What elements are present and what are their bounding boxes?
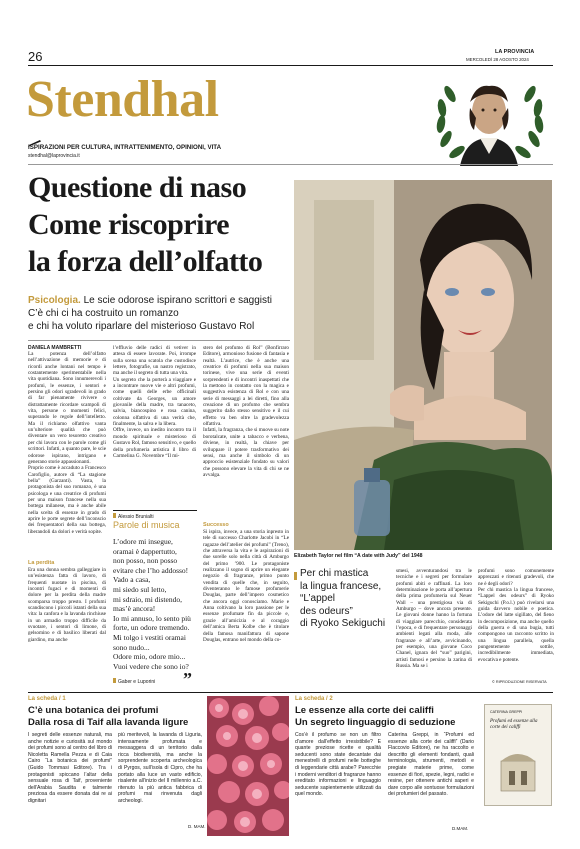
scheda-2-title-1: Le essenze alla corte dei califfi [295, 705, 434, 716]
lead-line-1: Le scie odorose ispirano scrittori e saggisti [83, 295, 273, 306]
issue-date: MERCOLEDÌ 28 AGOSTO 2024 [466, 57, 529, 62]
poem-title: Parole di musica [113, 520, 180, 530]
section-tagline: ISPIRAZIONI PER CULTURA, INTRATTENIMENTO, OPINIONI, VITA [28, 144, 222, 151]
book-author: CATERINA GREPPI [490, 710, 523, 714]
pen-icon [28, 134, 42, 142]
scheda-1-column-1: I segreti delle essenze naturali, ma anche notizie e curiosità sul mondo dei profumi sono al centro del libro di Nicoletta Ramella Pezza e di Caia Cairo “La botanica dei profumi” (Guido Tommasi Editore). Tra i protagonisti spiccano l’altar della sensuale rosa di Taif, proveniente dell’Arabia Saudita e talmente preziosa da essere donata dai re ai dignitari [28, 732, 112, 804]
poem-author-marker [113, 513, 116, 518]
pull-quote-text: Per chi mastica la lingua francese, “L’appel des odeurs” di Ryoko Sekiguchi [300, 568, 386, 629]
scheda-2-column-1: Cos’è il profumo se non un filtro d’amore dall’effetto irresistibile? E quante preziose ricette e qualità seducenti sono state decantate dai menestrelli di profumi nelle botteghe di leggendarie città arabe? Parecchie i moderni venditori di fragranze hanno ereditato informazioni e linguaggio seducente sapientemente utilizzati da quel mondo. [295, 732, 381, 798]
flowers-photo [207, 696, 289, 836]
poem-line: sono nudo... [113, 642, 150, 652]
subhead-successo: Successo [203, 522, 229, 528]
poem-author: Alessio Brunialti [113, 513, 154, 520]
book-illustration [499, 747, 537, 793]
headline-line-3: la forza dell’olfatto [28, 245, 263, 278]
author-byline: DANIELA MAMBRETTI [28, 345, 82, 351]
poem-line: Mi tolgo i vestiti oramai [113, 632, 186, 642]
newspaper-name: LA PROVINCIA [495, 49, 535, 55]
pull-quote-marker [294, 572, 297, 580]
author-portrait-icon [456, 78, 522, 166]
poem-line: mi siedo sul letto, [113, 584, 167, 594]
poem-line: mi sdraio, mi distendo, [113, 594, 182, 604]
copyright-notice: © RIPRODUZIONE RISERVATA [492, 680, 547, 684]
headline-line-1: Questione di naso [28, 171, 247, 204]
article-lead [28, 294, 294, 333]
poem-line: non posso, non posso [113, 556, 178, 566]
poem-line: mas’è ancora! [113, 604, 156, 614]
scheda-2-label: La scheda / 2 [295, 696, 333, 702]
scheda-1-column-2: più meritevoli, la lavanda di Liguria, intensamente profumata e messaggera di un territorio dalla ricca biodiversità, ma anche la sorprendente scoperta archeologica di Pyrgos, sull’isola di Cipro, che ha portato alla luce un vasto edificio, risalente all’inizio del II millennio a.C. ritenuto la più antica fabbrica di profumi mai rinvenuta dagli archeologi. [118, 732, 202, 804]
article-column-2: l’effluvio delle radici di vetiver in attesa di essere lavorate. Poi, irrompe sulla scena una scatola che custodisce lettere, fotografie, un nastro registrato, ma anche il segreto di tutta una vita. Un segreto che la porterà a viaggiare e a incontrare nuove vie e altri profumi, come quelli delle erbe officinali coltivate da Georges, un amore giovanile della madre, tra tanaceto, salvia, biancospino e rosa canina, colonna olfattiva di una verità che, finalmente, la salva e la libera. Offre, invece, un inedito incontro tra il mondo spirituale e misterioso di Gustavo Rol, famoso sensitivo, e quello della profumeria artistica il libro di Carmelina G. Novembre “Il mi- [113, 345, 196, 459]
section-email: stendhal@laprovincia.it [28, 153, 80, 159]
poem-line: L’odore mi insegue, [113, 537, 173, 546]
poem-box [113, 510, 197, 688]
page-number: 26 [28, 49, 43, 64]
article-column-3: stero del profumo di Rol” (Bonfirraro Editore), armonioso fusione di fantasia e realtà. L’autrice, che è anche una creatrice di profumi nella sua maison torinese, vive una serie di eventi sorprendenti e di incontri inaspettati che la mettono in contatto con la magica e suggestiva esistenza di Rol e con una serie di messaggi a lei diretti, fino alla creazione di un profumo che sembra suggerito dallo stesso sensitivo e il cui effetto va ben oltre la gradevolezza olfattiva. Infatti, la fragranza, che si muove su note borotalcate, unite a tabacco e verbena, diviene, in realtà, la chiave per sviluppare il potere trasformativo dei sensi, ma anche il simbolo di un approccio esistenziale fondato su valori che possono elevare la vita di chi se ne avvalga. [203, 345, 289, 478]
scheda-1-title-1: C’è una botanica dei profumi [28, 705, 159, 716]
article-column-5: profumi sono comunemente apprezzati e ritenuti gradevoli, che ne è degli odori? Per chi mastica la lingua francese, “Lappel des odeurs” di Ryoko Sekiguchi (P.o.l.) può rivelarsi una guida davvero nobile e poetica. L’odore del latte sigillato, del fieno in decomposizione, ma anche quello della guerra e di una bugia, tutti compongono un racconto scritto in una lingua parallela, quella pungentemente sottile, incredibilmente immediata, evocativa e potente. [478, 568, 554, 663]
poem-line: Io mi annuso, lo sento più [113, 613, 191, 623]
book-cover [484, 704, 552, 806]
poem-credit: Gaber e Luporini [113, 678, 155, 685]
poem-line: evitare che l’ho addosso! [113, 565, 189, 575]
headline-line-2: Come riscoprire [28, 208, 230, 241]
scheda-1-title-2: Dalla rosa di Taif alla lavanda ligure [28, 717, 189, 728]
poem-line: forte, un odore tremendo. [113, 623, 190, 633]
scheda-2-title-2: Un segreto linguaggio di seduzione [295, 717, 456, 728]
scheda-1-label: La scheda / 1 [28, 696, 66, 702]
subhead-la-perdita: La perdita [28, 560, 55, 566]
poem-line: Vado a casa, [113, 575, 151, 585]
poem-line: Odore mio, odore mio... [113, 652, 186, 662]
article-column-1b: Era una donna sembra galleggiare in un’esistenza fatta di lavoro, di frequenti nuotate in piscina, di incontri fugaci e di momenti di dolore per la perdita della madre scomparsa troppo presto. I profumi scandiscono i piccoli istanti della sua vita: la canfora e la lavanda rinchiuse in un armadio troppo difficile da svuotare, i sentori di limone, di gelsomino e di basilico liberati dal giardino, ma anche [28, 567, 106, 643]
double-quote-icon: ” [183, 669, 192, 689]
article-column-1: La potenza dell’olfatto nell’attivazione di memorie e di ricordi anche lontani nel tempo è costantemente sperimentabile nella vita quotidiana. Sono innumerevoli i profumi, le essenze, i sentori e persino gli odori sgradevoli in grado di far pienamente rivivere o distrattamente ricordare scampoli di vita, persone o momenti felici, superando le regole dell’intelletto. Ma il richiamo olfattivo vanta un’ulteriore qualità che può diventare un vero tesoretto creativo per chi lavora con le parole come gli scrittori. Infatti, a quanto pare, le scie odorose ispirano, intrigano e generano storie appassionanti. Proprio come è accaduto a Francesco Carofiglio, autore di “La stagione bella” (Garzanti). Vasta, la protagonista del suo romanzo, è una psicologa e una creatrice di profumi per una maison francese nella sua bottega milanese, ma è anche abile nella scelta di essenze in grado di aprire le porte segrete dell’inconscio dei frequentatori della sua bottega, liberandoli da dolori e verità sopite. [28, 351, 106, 535]
scheda-2-column-2: Caterina Greppi, in “Profumi ed essenze alla corte dei califfi” (Dario Flaccovio Editore), ne ha raccolto e descritto gli elementi fondanti, quali terminologia, strumenti, metodi e pregiate materie prime, come essenze di fiori, spezie, legni, radici e resine, per ottenere antichi saperi e dare corpo alle sontuose formulazioni dei profumieri del passato. [388, 732, 474, 798]
scheda-2-signoff: D.MAM. [452, 826, 469, 831]
book-title: Profumi ed essenze alla corte dei califfi [490, 719, 538, 730]
poem-lines [113, 537, 197, 671]
poem-credit-marker [113, 678, 116, 683]
section-title: Stendhal [26, 71, 219, 128]
scheda-1-signoff: D. MAM. [188, 824, 206, 829]
poem-line: oramai è dappertutto, [113, 546, 177, 556]
article-kicker: Psicologia. [28, 295, 81, 306]
poem-line: Vuoi vedere che sono io? [113, 661, 189, 671]
article-column-4: smesi, avventurandosi tra le tecniche e i segreti per formulare profumi abiti e raffinati. La loro determinazione le porta all’apertura della prima profumeria sul Neuer Wall – una prestigiosa via di Amburgo – dove ancora presente. Le giovani donne hanno la fortuna di viaggiare parecchio, considerata l’epoca, e di frequentare personaggi ambienti legati alla moda, alle fragranze e all’arte, avvicinando, per esempio, una giovane Coco Chanel, ignara del “suo” parigini, artisti famosi e persino la zarina di Russia. Ma se i [396, 568, 472, 670]
article-photo [294, 180, 552, 550]
article-column-3b: Si ispira, invece, a una storia inpresto in tele di successo Charlotte Jacobi in “Le ragazze dell’atelier dei profumi” (Treno), che attraversa la vita e le aspirazioni di due sorelle solo nella città di Amburgo del primo ’900. Le protagoniste realizzano il sogno di aprire un elegante negozio di fragranze, primo punto vendita di quelle che, in seguito, diventeranno le famose profumerie Douglas, parte dell’impero cosmetico che ancora oggi conosciamo. Marie e Anna coltivano la loro passione per le essenze profumate fin da piccole e, grazie all’amicizia e al coraggio dell’amica Berta Kolbe che è titolare della famosa manifattura di sapone Douglas, entrano nel mondo della co- [203, 529, 289, 643]
lead-line-3: e chi ha voluto riparlare del misterioso Gustavo Rol [28, 321, 255, 332]
lead-line-2: C’è chi ci ha costruito un romanzo [28, 308, 179, 319]
photo-caption: Elizabeth Taylor nel film “A date with Judy” del 1948 [294, 553, 423, 559]
